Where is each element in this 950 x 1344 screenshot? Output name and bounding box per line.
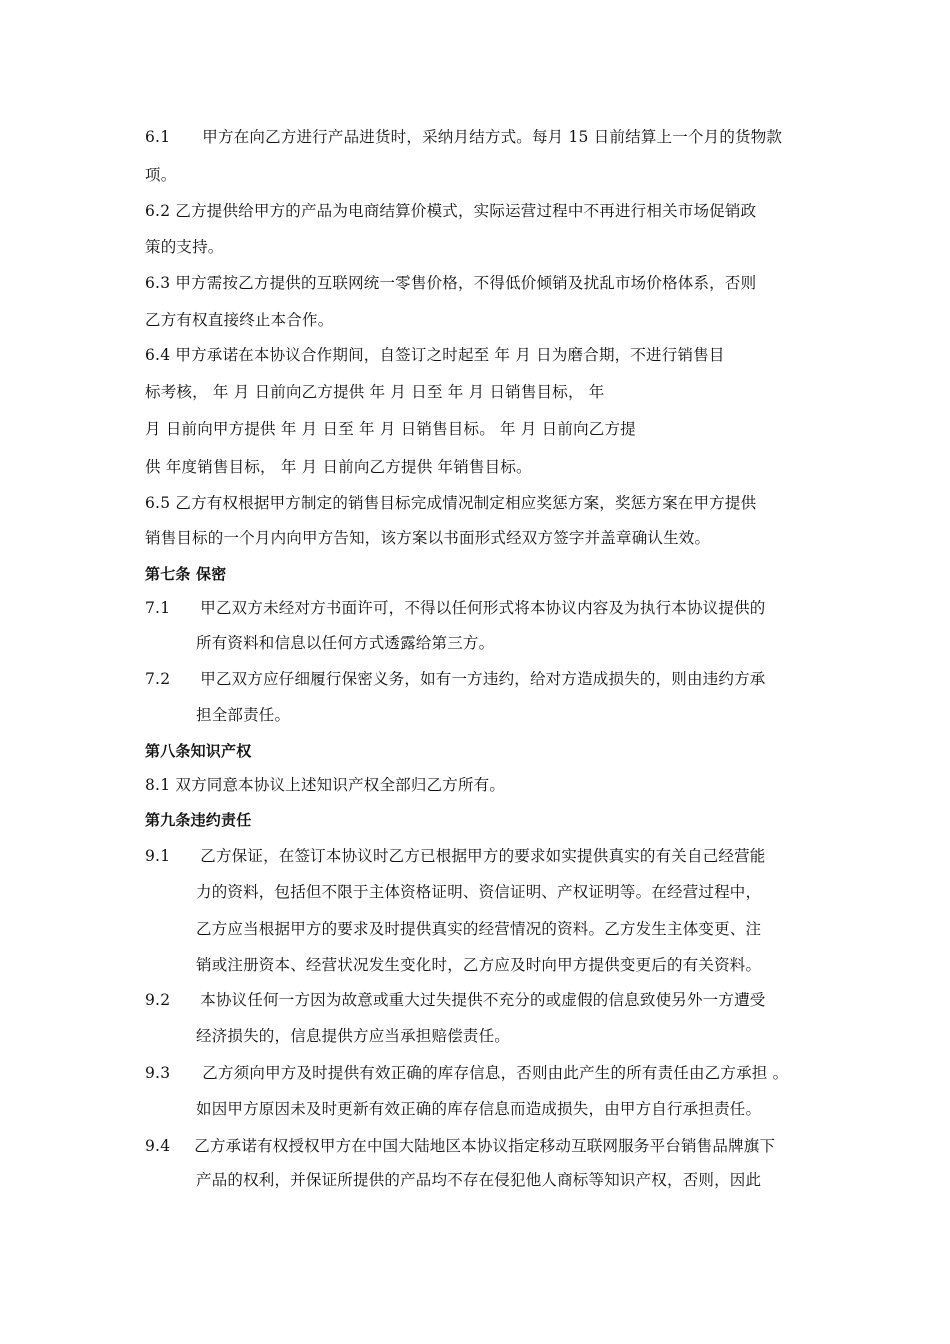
clause-text: 乙方承诺有权授权甲方在中国大陆地区本协议指定移动互联网服务平台销售品牌旗下 [194, 1137, 776, 1155]
clause-text: 甲乙双方应仔细履行保密义务，如有一方违约，给对方造成损失的，则由违约方承 [200, 670, 766, 688]
clause-7-1-line-1 [145, 598, 765, 618]
clause-7-2-line-1 [145, 669, 765, 689]
clause-9-4-line-2: 产品的权利，并保证所提供的产品均不存在侵犯他人商标等知识产权，否则，因此 [196, 1171, 762, 1189]
clause-number: 7.1 [145, 599, 171, 617]
article-8-heading: 第八条知识产权 [145, 742, 252, 760]
clause-text: 甲方在向乙方进行产品进货时，采纳月结方式。每月 15 日前结算上一个月的货物款 [202, 128, 783, 146]
clause-7-2-line-2: 担全部责任。 [196, 706, 291, 724]
clause-9-3-line-2: 如因甲方原因未及时更新有效正确的库存信息而造成损失，由甲方自行承担责任。 [196, 1100, 762, 1118]
clause-number: 9.4 [145, 1137, 171, 1155]
clause-6-1-line-1 [145, 127, 782, 147]
clause-9-1-line-2: 力的资料，包括但不限于主体资格证明、资信证明、产权证明等。在经营过程中， [196, 883, 762, 901]
clause-text: 甲乙双方未经对方书面许可，不得以任何形式将本协议内容及为执行本协议提供的 [200, 599, 766, 617]
clause-9-1-line-1 [145, 846, 765, 866]
clause-9-3-line-1 [145, 1063, 788, 1083]
clause-6-2-line-2: 策的支持。 [145, 238, 224, 256]
clause-text: 乙方须向甲方及时提供有效正确的库存信息，否则由此产生的所有责任由乙方承担 。 [202, 1064, 789, 1082]
clause-text: 本协议任何一方因为故意或重大过失提供不充分的或虚假的信息致使另外一方遭受 [200, 991, 766, 1009]
clause-6-3-line-1: 6.3 甲方需按乙方提供的互联网统一零售价格，不得低价倾销及扰乱市场价格体系，否则 [145, 274, 757, 292]
clause-9-2-line-1 [145, 990, 765, 1010]
clause-6-2-line-1: 6.2 乙方提供给甲方的产品为电商结算价模式，实际运营过程中不再进行相关市场促销政 [145, 202, 757, 220]
clause-9-4-line-1 [145, 1136, 775, 1156]
clause-number: 7.2 [145, 670, 171, 688]
clause-6-5-line-1: 6.5 乙方有权根据甲方制定的销售目标完成情况制定相应奖惩方案，奖惩方案在甲方提供 [145, 494, 757, 512]
clause-9-1-line-4: 销或注册资本、经营状况发生变化时，乙方应及时向甲方提供变更后的有关资料。 [196, 956, 762, 974]
clause-6-4-line-2: 标考核， 年 月 日前向乙方提供 年 月 日至 年 月 日销售目标， 年 [145, 383, 605, 401]
clause-8-1-line-1: 8.1 双方同意本协议上述知识产权全部归乙方所有。 [145, 776, 506, 794]
clause-7-1-line-2: 所有资料和信息以任何方式透露给第三方。 [196, 634, 495, 652]
clause-number: 9.2 [145, 991, 171, 1009]
clause-9-2-line-2: 经济损失的，信息提供方应当承担赔偿责任。 [196, 1027, 511, 1045]
clause-6-4-line-1: 6.4 甲方承诺在本协议合作期间，自签订之时起至 年 月 日为磨合期，不进行销售目 [145, 346, 725, 364]
clause-6-5-line-2: 销售目标的一个月内向甲方告知，该方案以书面形式经双方签字并盖章确认生效。 [145, 529, 711, 547]
clause-9-1-line-3: 乙方应当根据甲方的要求及时提供真实的经营情况的资料。乙方发生主体变更、注 [196, 920, 762, 938]
clause-6-1-line-2: 项。 [145, 166, 177, 184]
clause-6-4-line-4: 供 年度销售目标， 年 月 日前向乙方提供 年销售目标。 [145, 458, 532, 476]
article-7-heading: 第七条 保密 [145, 565, 227, 583]
clause-number: 9.1 [145, 847, 171, 865]
clause-number: 6.1 [145, 128, 171, 146]
article-9-heading: 第九条违约责任 [145, 811, 252, 829]
clause-text: 乙方保证，在签订本协议时乙方已根据甲方的要求如实提供真实的有关自己经营能 [200, 847, 766, 865]
clause-6-3-line-2: 乙方有权直接终止本合作。 [145, 311, 334, 329]
clause-number: 9.3 [145, 1064, 171, 1082]
clause-6-4-line-3: 月 日前向甲方提供 年 月 日至 年 月 日销售目标。 年 月 日前向乙方提 [145, 420, 636, 438]
